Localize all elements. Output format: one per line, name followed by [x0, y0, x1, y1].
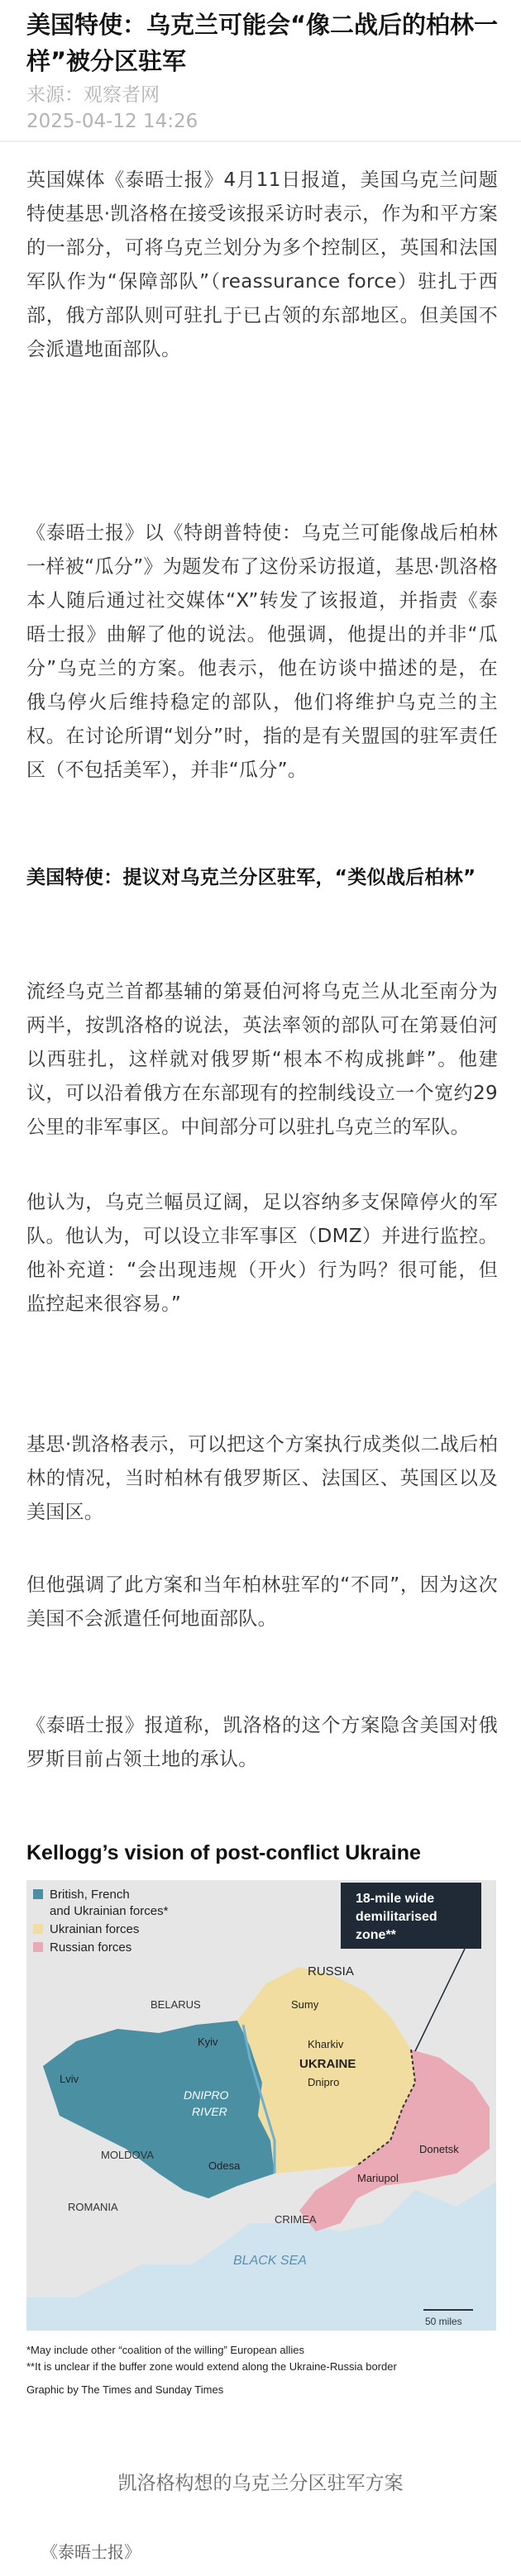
- paragraph-4: 他认为，乌克兰幅员辽阔，足以容纳多支保障停火的军队。他认为，可以设立非军事区（DMZ）并进行监控。他补充道：“会出现违规（开火）行为吗？很可能，但监控起来很容易。”: [26, 1192, 498, 1315]
- article-source: 来源：观察者网: [26, 84, 160, 106]
- paragraph-7: 《泰晤士报》报道称，凯洛格的这个方案隐含美国对俄罗斯目前占领土地的承认。: [26, 1715, 498, 1770]
- paragraph-6: 但他强调了此方案和当年柏林驻军的“不同”，因为这次美国不会派遣任何地面部队。: [26, 1574, 498, 1630]
- label-dnipro-river-line2: RIVER: [192, 2105, 227, 2118]
- dmz-callout-line3: zone**: [356, 1928, 396, 1942]
- label-kyiv: Kyiv: [198, 2036, 218, 2048]
- ukraine-map-graphic: [26, 1835, 496, 2413]
- section-heading: 美国特使：提议对乌克兰分区驻军，“类似战后柏林”: [26, 867, 476, 888]
- label-donetsk: Donetsk: [419, 2143, 459, 2155]
- label-ukraine: UKRAINE: [299, 2057, 356, 2071]
- label-dnipro-river-line1: DNIPRO: [184, 2088, 229, 2102]
- label-sumy: Sumy: [291, 1998, 319, 2011]
- header-divider: [0, 140, 521, 142]
- scale-label: 50 miles: [425, 2316, 462, 2327]
- label-belarus: BELARUS: [151, 1998, 201, 2011]
- legend-russia-label: Russian forces: [50, 1940, 132, 1955]
- figure-source: 《泰晤士报》: [41, 2542, 141, 2562]
- paragraph-1: 英国媒体《泰晤士报》4月11日报道，美国乌克兰问题特使基思·凯洛格在接受该报采访时表示，作为和平方案的一部分，可将乌克兰划分为多个控制区，英国和法国军队作为“保障部队”（reassurance force）驻扎于西部，俄方部队则可驻扎于已占领的东部地区。但美国不会派遣地面部队。: [26, 169, 498, 360]
- article-title: 美国特使：乌克兰可能会“像二战后的柏林一样”被分区驻军: [26, 11, 499, 75]
- label-mariupol: Mariupol: [357, 2172, 399, 2184]
- article-date: 2025-04-12 14:26: [26, 111, 198, 132]
- label-odesa: Odesa: [208, 2159, 241, 2172]
- paragraph-5: 基思·凯洛格表示，可以把这个方案执行成类似二战后柏林的情况，当时柏林有俄罗斯区、法国区、英国区以及美国区。: [26, 1434, 498, 1523]
- dmz-callout-line1: 18-mile wide: [356, 1892, 435, 1906]
- label-kharkiv: Kharkiv: [308, 2038, 344, 2050]
- legend-russia-swatch: [33, 1942, 43, 1952]
- legend-ukraine-label: Ukrainian forces: [50, 1922, 140, 1936]
- label-dnipro: Dnipro: [308, 2076, 340, 2088]
- map-figure: [26, 1835, 496, 2413]
- label-romania: ROMANIA: [68, 2201, 118, 2213]
- map-credit: Graphic by The Times and Sunday Times: [26, 2383, 224, 2396]
- map-note-1: *May include other “coalition of the willing” European allies: [26, 2344, 305, 2356]
- legend-west-line1: British, French: [50, 1888, 130, 1902]
- map-title: Kellogg’s vision of post-conflict Ukraine: [26, 1841, 421, 1864]
- legend-ukraine-swatch: [33, 1924, 43, 1934]
- label-black-sea: BLACK SEA: [233, 2254, 307, 2268]
- legend-west-swatch: [33, 1889, 43, 1899]
- label-moldova: MOLDOVA: [101, 2149, 155, 2161]
- label-lviv: Lviv: [60, 2073, 79, 2085]
- paragraph-3: 流经乌克兰首都基辅的第聂伯河将乌克兰从北至南分为两半，按凯洛格的说法，英法率领的部队可在第聂伯河以西驻扎，这样就对俄罗斯“根本不构成挑衅”。他建议，可以沿着俄方在东部现有的控制线设立一个宽约29公里的非军事区。中间部分可以驻扎乌克兰的军队。: [26, 981, 498, 1138]
- paragraph-2: 《泰晤士报》以《特朗普特使：乌克兰可能像战后柏林一样被“瓜分”》为题发布了这份采访报道，基思·凯洛格本人随后通过社交媒体“X”转发了该报道，并指责《泰晤士报》曲解了他的说法。他强调，他提出的并非“瓜分”乌克兰的方案。他表示，他在访谈中描述的是，在俄乌停火后维持稳定的部队，他们将维护乌克兰的主权。在讨论所谓“划分”时，指的是有关盟国的驻军责任区（不包括美军），并非“瓜分”。: [26, 522, 498, 781]
- dmz-callout-line2: demilitarised: [356, 1910, 437, 1924]
- figure-caption: 凯洛格构想的乌克兰分区驻军方案: [117, 2473, 404, 2494]
- legend-west-line2: and Ukrainian forces*: [50, 1904, 169, 1918]
- map-note-2: **It is unclear if the buffer zone would extend along the Ukraine-Russia border: [26, 2360, 397, 2373]
- label-crimea: CRIMEA: [275, 2213, 317, 2226]
- label-russia: RUSSIA: [308, 1964, 354, 1978]
